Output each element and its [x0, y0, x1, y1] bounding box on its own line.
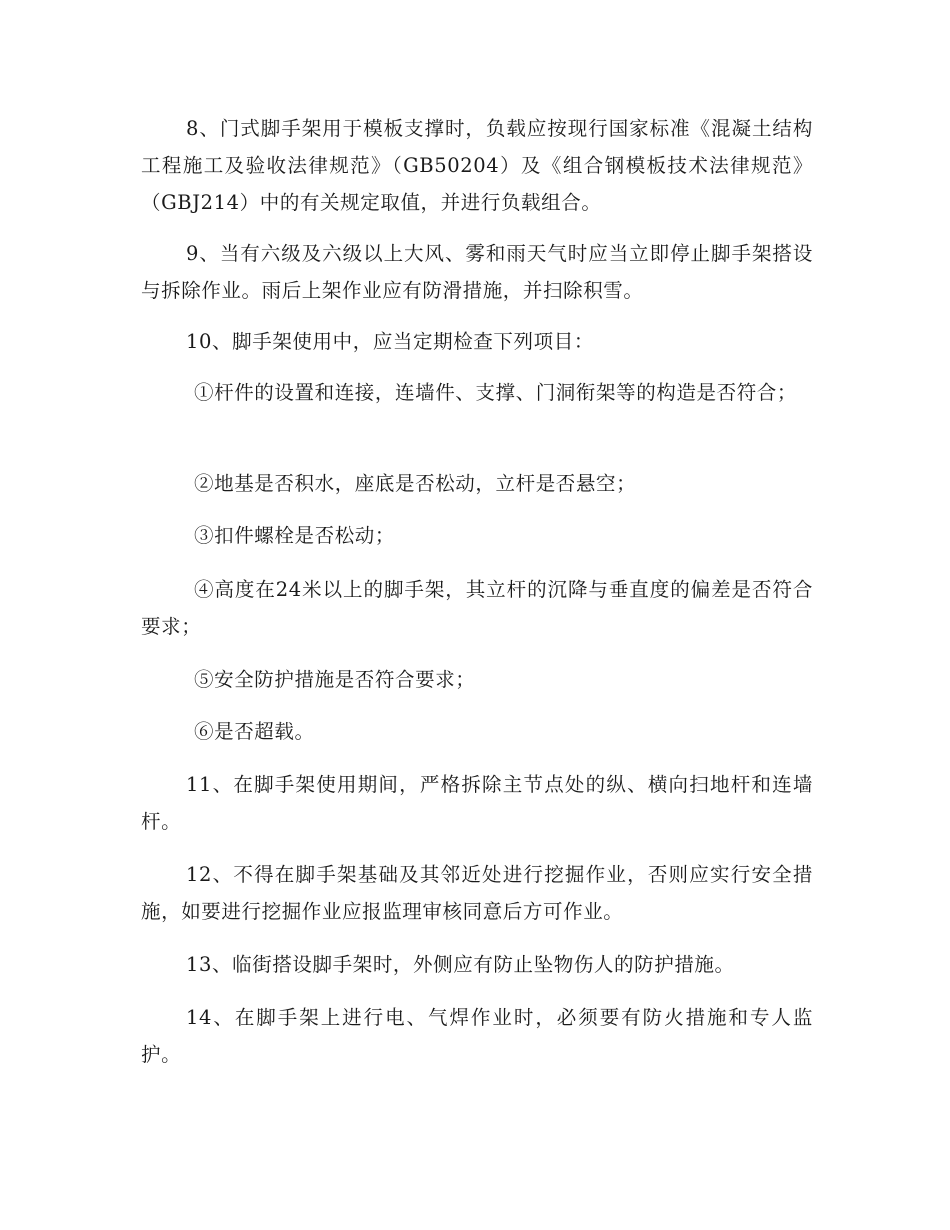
paragraph-item-13: 13、临街搭设脚手架时，外侧应有防止坠物伤人的防护措施。	[186, 953, 735, 976]
paragraph-item-11: 11、在脚手架使用期间，严格拆除主节点处的纵、横向扫地杆和连墙杆。	[141, 773, 813, 833]
paragraph-item-8: 8、门式脚手架用于模板支撑时，负载应按现行国家标准《混凝土结构工程施工及验收法律规范》（GB50204）及《组合钢模板技术法律规范》（GBJ214）中的有关规定取值，并进行负载组合。	[141, 117, 813, 214]
check-item-2: ②地基是否积水，座底是否松动，立杆是否悬空；	[194, 472, 637, 495]
check-item-1: ①杆件的设置和连接，连墙件、支撑、门洞衔架等的构造是否符合；	[194, 381, 798, 404]
check-item-4: ④高度在24米以上的脚手架，其立杆的沉降与垂直度的偏差是否符合要求；	[141, 578, 813, 638]
paragraph-item-10: 10、脚手架使用中，应当定期检查下列项目：	[186, 330, 594, 353]
check-item-3: ③扣件螺栓是否松动；	[194, 524, 396, 547]
paragraph-item-12: 12、不得在脚手架基础及其邻近处进行挖掘作业，否则应实行安全措施，如要进行挖掘作业应报监理审核同意后方可作业。	[141, 863, 813, 923]
check-item-6: ⑥是否超载。	[194, 720, 315, 743]
paragraph-item-9: 9、当有六级及六级以上大风、雾和雨天气时应当立即停止脚手架搭设与拆除作业。雨后上架作业应有防滑措施，并扫除积雪。	[141, 242, 813, 302]
check-item-5: ⑤安全防护措施是否符合要求；	[194, 668, 476, 691]
paragraph-item-14: 14、在脚手架上进行电、气焊作业时，必须要有防火措施和专人监护。	[141, 1006, 813, 1066]
